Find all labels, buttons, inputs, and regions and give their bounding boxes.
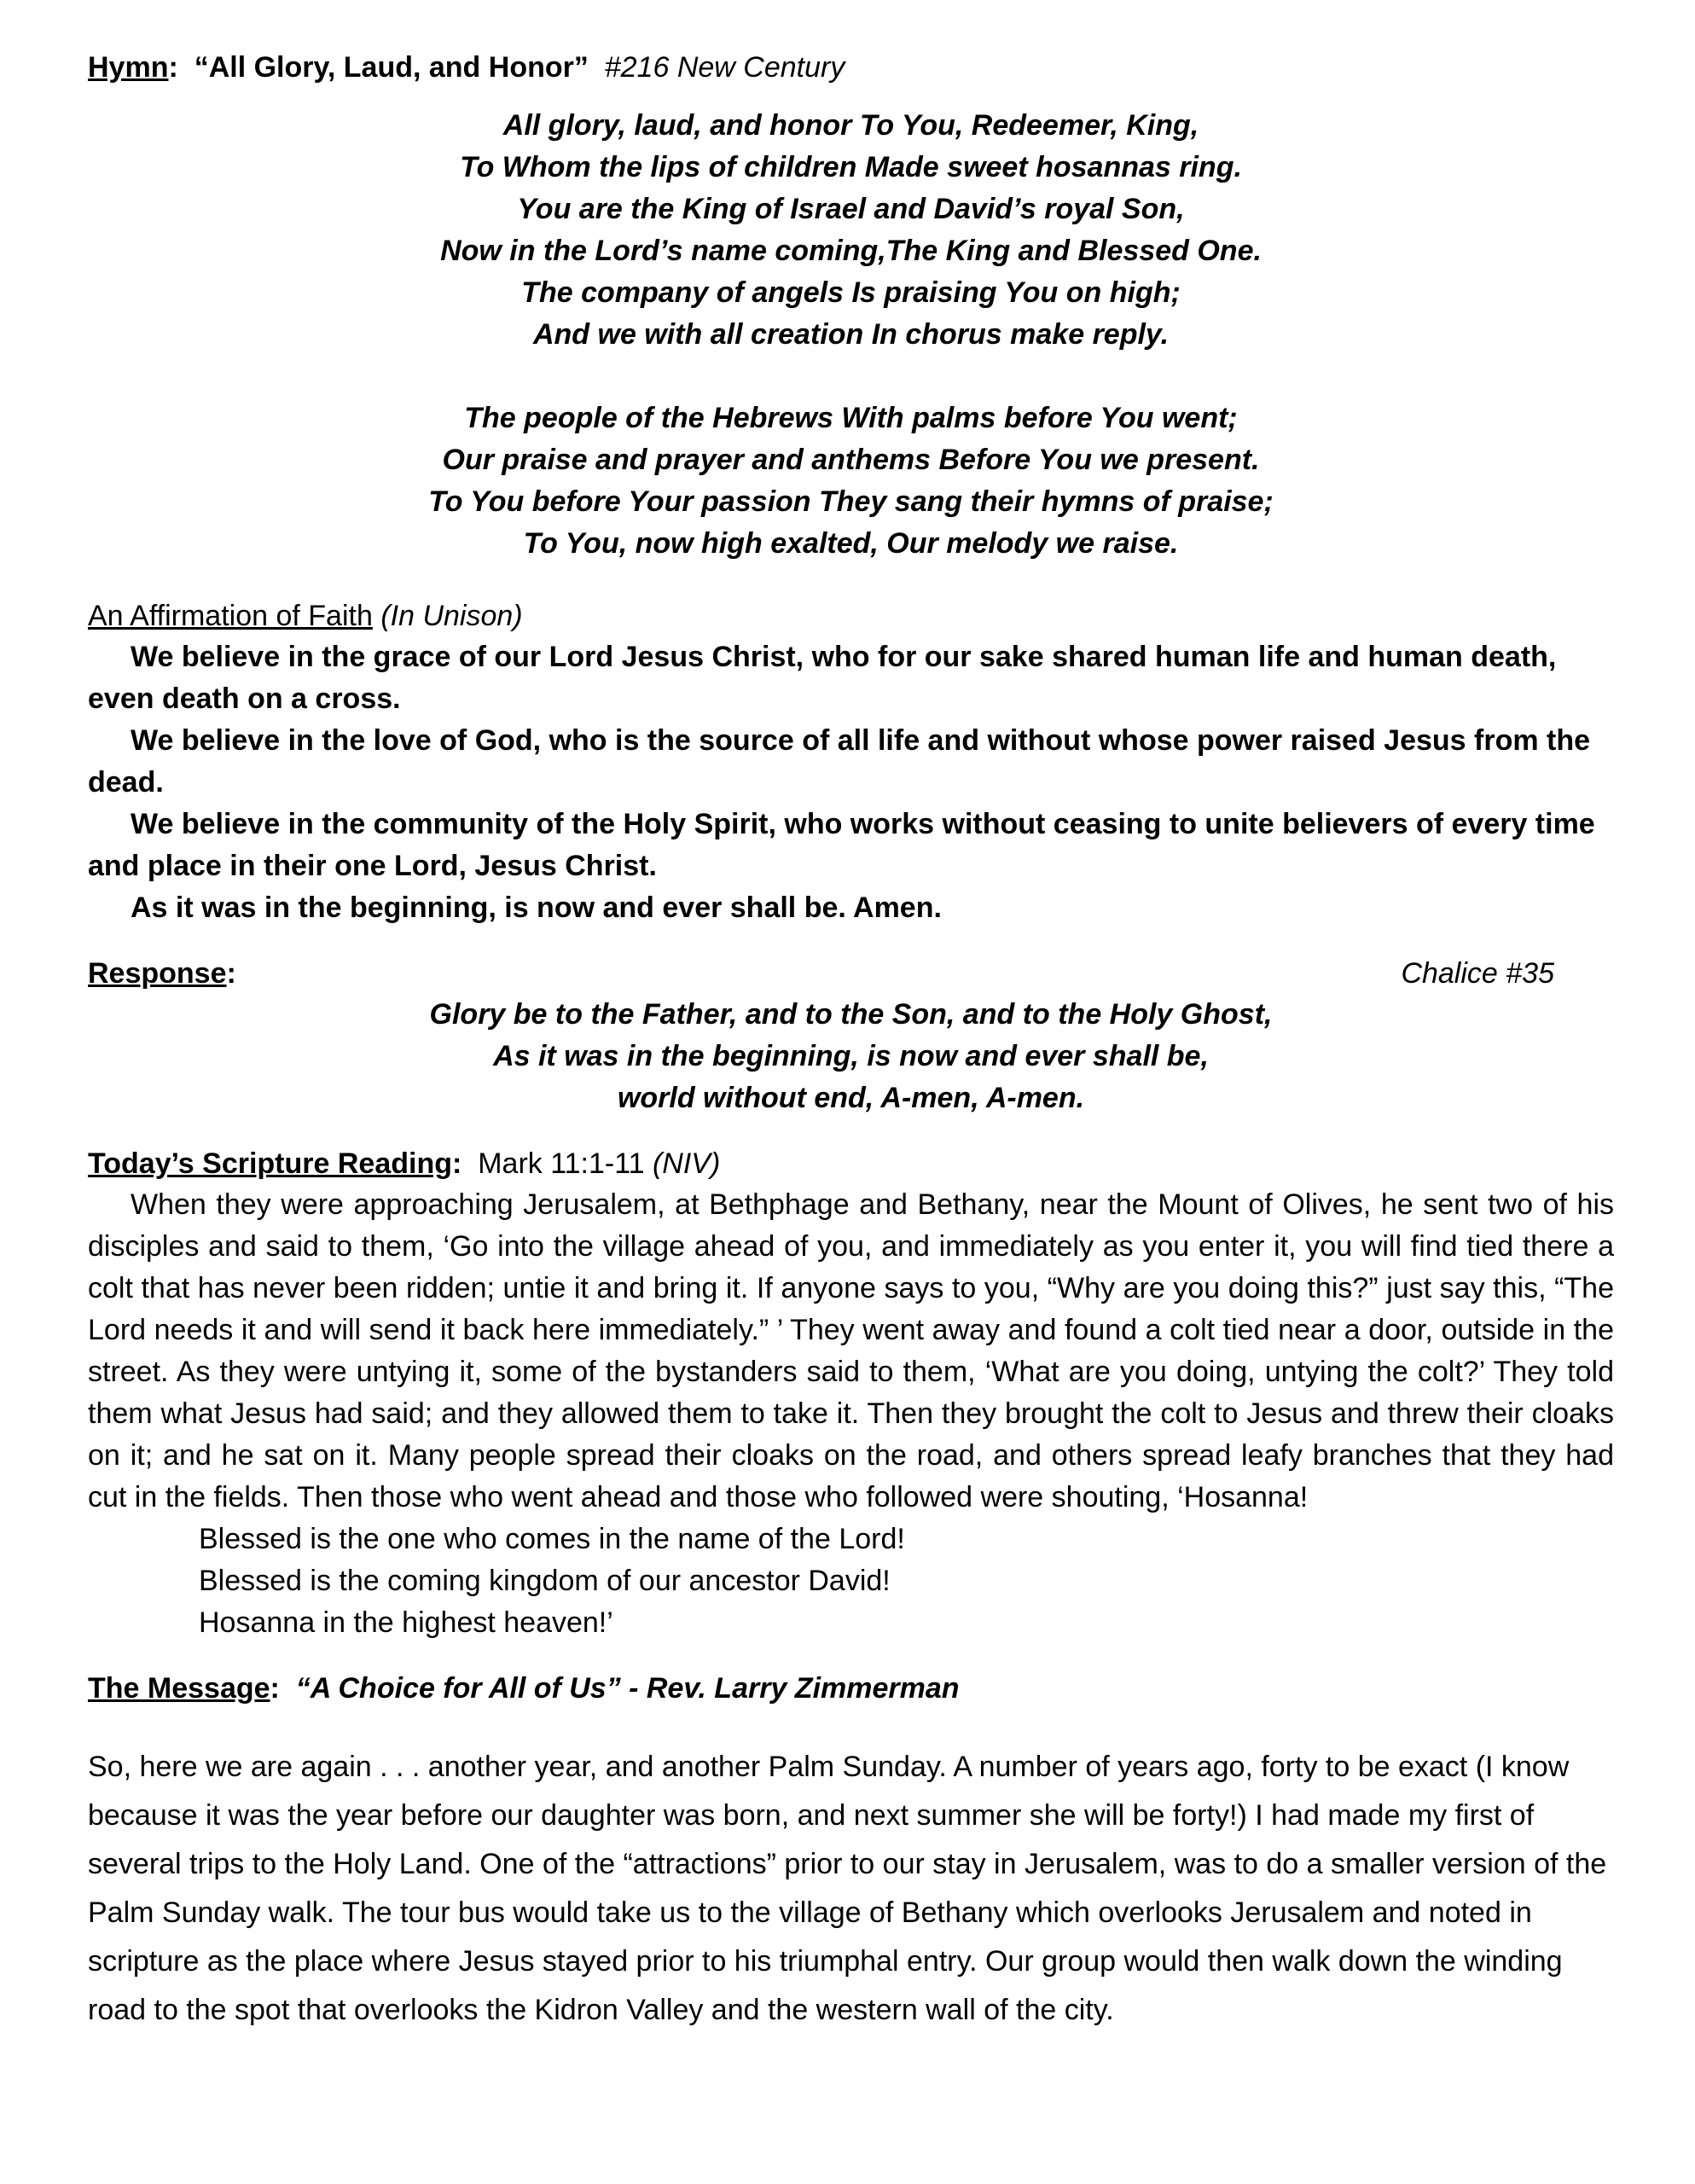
affirmation-paragraph: As it was in the beginning, is now and ever shall be. Amen.	[131, 892, 942, 924]
hymn-line: To Whom the lips of children Made sweet hosannas ring.	[460, 151, 1242, 183]
hymn-line: All glory, laud, and honor To You, Redeemer, King,	[502, 109, 1199, 142]
hymn-lyrics	[88, 105, 1614, 565]
hymn-line: To You, now high exalted, Our melody we raise.	[523, 527, 1179, 560]
affirmation-heading	[88, 595, 1614, 636]
scripture-label: Today’s Scripture Reading	[88, 1147, 452, 1180]
response-line: world without end, A-men, A-men.	[617, 1082, 1085, 1114]
response-lyrics	[88, 994, 1614, 1119]
affirmation-label: An Affirmation of Faith	[88, 600, 373, 632]
hymn-line: To You before Your passion They sang their hymns of praise;	[428, 485, 1274, 518]
scripture-version: (NIV)	[652, 1147, 721, 1180]
response-heading: Response: Chalice #35	[88, 953, 1614, 994]
message-text: So, here we are again . . . another year, and another Palm Sunday. A number of years ago, forty to be exact (I know because it was the year before our daughter was born, and next summer she will be forty!) I had made my first of several trips to the Holy Land. One of the “attractions” prior to our stay in Jerusalem, was to do a smaller version of the Palm Sunday walk. The tour bus would take us to the village of Bethany which overlooks Jerusalem and noted in scripture as the place where Jesus stayed prior to his triumphal entry. Our group would then walk down the winding road to the spot that overlooks the Kidron Valley and the western wall of the city.	[88, 1751, 1607, 2026]
affirmation-note: (In Unison)	[380, 600, 523, 632]
hymn-line: Our praise and prayer and anthems Before You we present.	[442, 444, 1260, 476]
quote-line: Blessed is the one who comes in the name of the Lord!	[199, 1523, 905, 1555]
hymn-stanza-1	[88, 105, 1614, 356]
hymn-heading: Hymn: “All Glory, Laud, and Honor” #216 New Century	[88, 51, 845, 84]
hymn-line: And we with all creation In chorus make reply.	[532, 318, 1170, 351]
hymn-line: The company of angels Is praising You on high;	[521, 276, 1181, 309]
response-line: Glory be to the Father, and to the Son, and to the Holy Ghost,	[429, 998, 1273, 1031]
quote-line: Blessed is the coming kingdom of our ancestor David!	[199, 1565, 891, 1597]
response-line: As it was in the beginning, is now and ever shall be,	[493, 1040, 1209, 1072]
hymn-line: Now in the Lord’s name coming,The King and Blessed One.	[440, 235, 1262, 267]
affirmation-paragraph: We believe in the grace of our Lord Jesus Christ, who for our sake shared human life and human death, even death on a cross.	[88, 641, 1557, 715]
affirmation-paragraph: We believe in the love of God, who is the source of all life and without whose power raised Jesus from the dead.	[88, 724, 1591, 799]
hymn-line: The people of the Hebrews With palms before You went;	[464, 402, 1238, 434]
message-heading: The Message: “A Choice for All of Us” - Rev. Larry Zimmerman	[88, 1672, 960, 1705]
scripture-quote	[88, 1519, 1614, 1644]
response-ref: Chalice #35	[1401, 957, 1554, 990]
affirmation-paragraph: We believe in the community of the Holy Spirit, who works without ceasing to unite believers of every time and place in their one Lord, Jesus Christ.	[88, 808, 1595, 882]
response-label: Response	[88, 957, 227, 990]
hymn-title: “All Glory, Laud, and Honor”	[194, 51, 589, 84]
hymn-line: You are the King of Israel and David’s royal Son,	[517, 193, 1185, 225]
scripture-text: When they were approaching Jerusalem, at Bethphage and Bethany, near the Mount of Olives, he sent two of his disciples and said to them, ‘Go into the village ahead of you, and immediately as you enter it, you will find tied there a colt that has never been ridden; untie it and bring it. If anyone says to you, “Why are you doing this?” just say this, “The Lord needs it and will send it back here immediately.” ’ They went away and found a colt tied near a door, outside in the street. As they were untying it, some of the bystanders said to them, ‘What are you doing, untying the colt?’ They told them what Jesus had said; and they allowed them to take it. Then they brought the colt to Jesus and threw their cloaks on it; and he sat on it. Many people spread their cloaks on the road, and others spread leafy branches that they had cut in the fields. Then those who went ahead and those who followed were shouting, ‘Hosanna!	[88, 1188, 1614, 1513]
message-label: The Message	[88, 1672, 270, 1705]
scripture-heading: Today’s Scripture Reading: Mark 11:1-11 (NIV)	[88, 1147, 721, 1180]
hymn-stanza-2	[88, 398, 1614, 565]
hymn-label: Hymn	[88, 51, 169, 84]
message-title: “A Choice for All of Us” - Rev. Larry Zimmerman	[295, 1672, 960, 1705]
hymn-number: #216 New Century	[604, 51, 845, 84]
scripture-passage: Mark 11:1-11	[478, 1147, 645, 1180]
quote-line: Hosanna in the highest heaven!’	[199, 1606, 613, 1639]
